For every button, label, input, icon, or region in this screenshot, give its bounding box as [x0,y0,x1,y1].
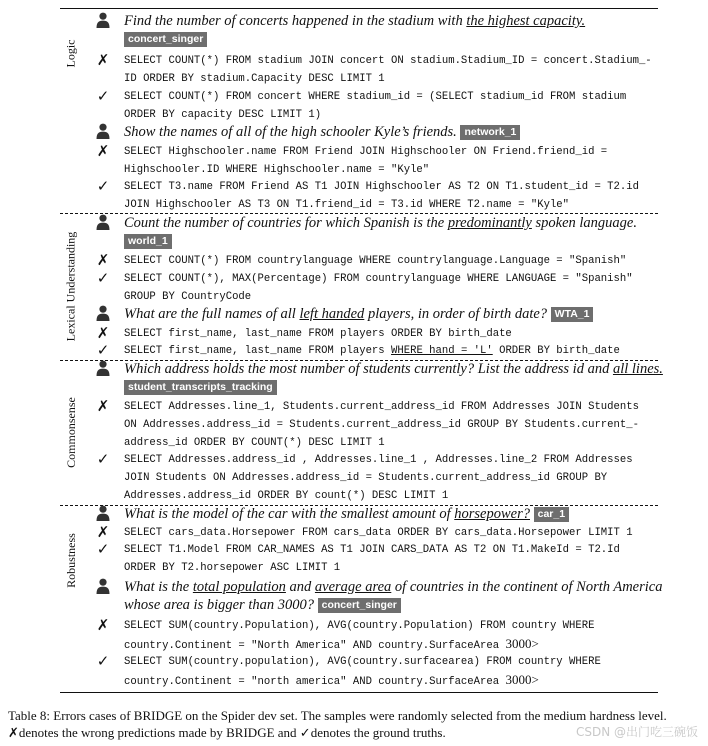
category-lexical-understanding: Lexical Understanding [63,231,78,342]
question-text: Which address holds the most number of students currently? List the address id and all lines. student_transcripts_tracking [124,361,663,393]
cross-icon: ✗ [96,399,110,415]
check-icon: ✓ [96,452,110,468]
user-icon [93,123,113,139]
check-icon: ✓ [96,343,110,359]
top-rule [60,8,658,9]
sql-query: SELECT COUNT(*), MAX(Percentage) FROM countrylanguage WHERE LANGUAGE = "Spanish" GROUP BY CountryCode [124,273,633,303]
sql-query: SELECT T3.name FROM Friend AS T1 JOIN Highschooler AS T2 ON T1.student_id = T2.id JOIN Highschooler AS T3 ON T1.friend_id = T3.id WHERE T2.name = "Kyle" [124,181,639,211]
sql-query: SELECT cars_data.Horsepower FROM cars_data ORDER BY cars_data.Horsepower LIMIT 1 [124,527,633,539]
sql-query: SELECT COUNT(*) FROM concert WHERE stadium_id = (SELECT stadium_id FROM stadium ORDER BY capacity DESC LIMIT 1) [124,91,627,121]
cross-icon: ✗ [96,53,110,69]
sql-query: SELECT first_name, last_name FROM players WHERE hand = 'L' ORDER BY birth_date [124,345,620,357]
category-robustness: Robustness [63,532,78,588]
user-icon [93,214,113,230]
watermark: CSDN @出门吃三碗饭 [575,725,698,739]
sql-query: SELECT Addresses.address_id , Addresses.line_1 , Addresses.line_2 FROM Addresses JOIN Students ON Addresses.address_id = Students.current_address_id GROUP BY Addresses.address_id ORDER BY count(*) DESC LIMIT 1 [124,454,633,502]
bottom-rule [60,692,658,693]
sql-query: SELECT COUNT(*) FROM countrylanguage WHERE countrylanguage.Language = "Spanish" [124,255,627,267]
database-badge: network_1 [460,125,520,140]
user-icon [93,360,113,376]
category-commonsense: Commonsense [63,397,78,468]
sql-query: SELECT first_name, last_name FROM players ORDER BY birth_date [124,328,512,340]
sql-query: SELECT SUM(country.population), AVG(country.surfacearea) FROM country WHERE country.Continent = "north america" AND country.SurfaceArea 3000> [124,656,601,688]
sql-query: SELECT SUM(country.Population), AVG(country.Population) FROM country WHERE country.Continent = "North America" AND country.SurfaceArea 3000> [124,620,595,652]
table-caption: Table 8: Errors cases of BRIDGE on the Spider dev set. The samples were randomly selected from the medium hardness level. ✗denotes the wrong predictions made by BRIDGE and ✓denotes the ground truths. [8,708,667,740]
database-badge: concert_singer [124,32,207,47]
question-text: Find the number of concerts happened in the stadium with the highest capacity. concert_singer [124,13,586,45]
question-text: What is the model of the car with the smallest amount of horsepower? car_1 [124,505,664,523]
question-text: What is the total population and average area of countries in the continent of North America whose area is bigger than 3000? concert_singer [124,579,663,613]
question-text: Count the number of countries for which Spanish is the predominantly spoken language. world_1 [124,215,637,247]
user-icon [93,12,113,28]
check-icon: ✓ [96,654,110,670]
check-icon: ✓ [96,542,110,558]
question-text: Show the names of all of the high schooler Kyle’s friends. network_1 [124,123,664,141]
user-icon [93,305,113,321]
sql-query: SELECT Highschooler.name FROM Friend JOIN Highschooler ON Friend.friend_id = Highschooler.ID WHERE Highschooler.name = "Kyle" [124,146,608,176]
sql-query: SELECT Addresses.line_1, Students.current_address_id FROM Addresses JOIN Students ON Addresses.address_id = Students.current_address_id GROUP BY Students.current_- address_id ORDER BY COUNT(*) DESC LIMIT 1 [124,401,639,449]
check-icon: ✓ [96,179,110,195]
check-icon: ✓ [96,271,110,287]
cross-icon: ✗ [96,525,110,541]
cross-icon: ✗ [96,144,110,160]
database-badge: student_transcripts_tracking [124,380,277,395]
database-badge: WTA_1 [551,307,594,322]
cross-icon: ✗ [96,326,110,342]
database-badge: world_1 [124,234,172,249]
sql-query: SELECT COUNT(*) FROM stadium JOIN concert ON stadium.Stadium_ID = concert.Stadium_- ID ORDER BY stadium.Capacity DESC LIMIT 1 [124,55,652,85]
cross-icon: ✗ [96,618,110,634]
database-badge: concert_singer [318,598,401,613]
cross-icon: ✗ [96,253,110,269]
user-icon [93,578,113,594]
question-text: What are the full names of all left handed players, in order of birth date? WTA_1 [124,305,664,323]
user-icon [93,505,113,521]
database-badge: car_1 [534,507,569,522]
sql-query: SELECT T1.Model FROM CAR_NAMES AS T1 JOIN CARS_DATA AS T2 ON T1.MakeId = T2.Id ORDER BY T2.horsepower ASC LIMIT 1 [124,544,620,574]
category-logic: Logic [63,39,78,67]
check-icon: ✓ [96,89,110,105]
